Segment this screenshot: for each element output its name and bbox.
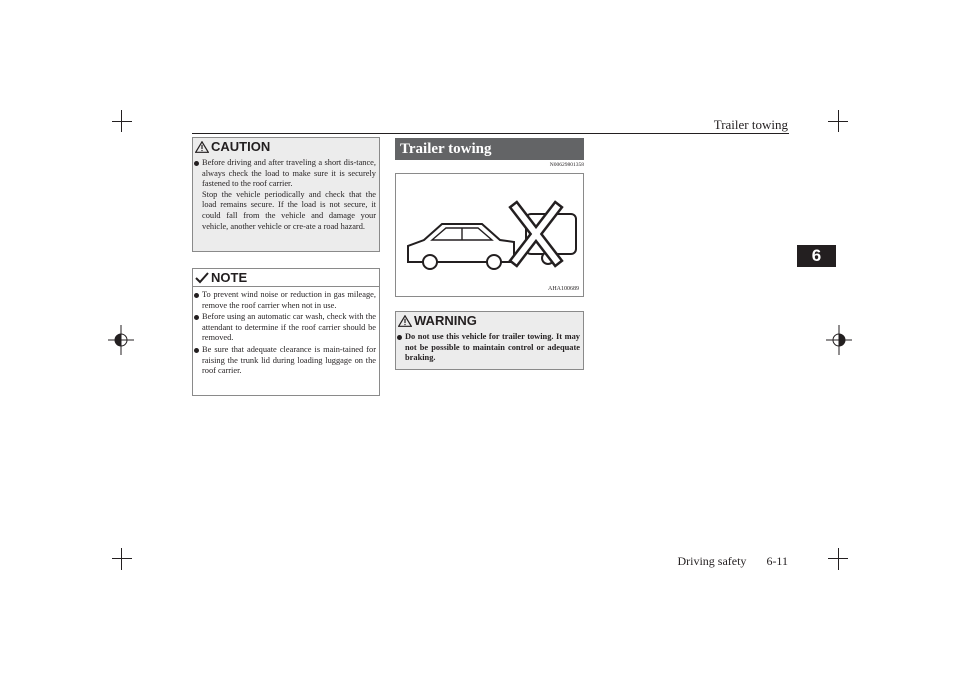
warning-label: WARNING: [414, 313, 477, 328]
caution-item-continuation: Stop the vehicle periodically and check that the load remains secure. If the load is not secure, it could fall from the vehicle and damage your vehicle, another vehicle or cre-ate a road hazard.: [202, 189, 376, 231]
note-item: [193, 290, 376, 311]
crop-mark: [121, 548, 122, 570]
bullet-icon: [194, 293, 199, 298]
caution-label: CAUTION: [211, 139, 271, 154]
note-box: [192, 268, 380, 396]
crop-mark: [828, 121, 848, 122]
warning-triangle-icon: [195, 141, 209, 153]
warning-box: [395, 311, 584, 370]
trailer-towing-figure: [395, 173, 584, 297]
section-heading: Trailer towing: [395, 138, 584, 160]
note-item: [193, 345, 376, 377]
page-footer: [600, 554, 788, 569]
caution-body: [193, 158, 379, 232]
footer-page-number: 6-11: [766, 554, 788, 568]
note-header: [193, 269, 379, 286]
note-item-text: To prevent wind noise or reduction in gas mileage, remove the roof carrier when not in use.: [202, 290, 376, 310]
caution-box: [192, 137, 380, 252]
caution-item: [193, 158, 376, 190]
crop-mark: [828, 558, 848, 559]
figure-label: AHA100689: [548, 286, 579, 292]
note-label: NOTE: [211, 270, 248, 285]
header-rule: [192, 133, 789, 134]
crop-mark: [112, 558, 132, 559]
note-item-text: Before using an automatic car wash, check with the attendant to determine if the roof carrier should be removed.: [202, 312, 376, 343]
no-trailer-towing-illustration: [396, 174, 583, 296]
warning-item-text: Do not use this vehicle for trailer towing. It may not be possible to maintain control or adequate braking.: [405, 332, 580, 363]
crop-mark: [112, 121, 132, 122]
running-header-title: Trailer towing: [713, 117, 788, 132]
reference-code: N00629801358: [549, 162, 584, 168]
checkmark-note-icon: [195, 272, 209, 284]
warning-item: [396, 332, 580, 364]
crop-mark: [838, 548, 839, 570]
bullet-icon: [194, 315, 199, 320]
footer-section: Driving safety: [677, 554, 747, 568]
chapter-tab: 6: [797, 245, 836, 267]
note-divider: [193, 286, 379, 287]
bullet-icon: [194, 348, 199, 353]
note-item-text: Be sure that adequate clearance is main-tained for raising the trunk lid during loading luggage on the roof carrier.: [202, 344, 376, 376]
warning-header: [396, 312, 583, 329]
bullet-icon: [194, 161, 199, 166]
caution-item-text: Before driving and after traveling a short dis-tance, always check the load to make sure it is securely fastened to the roof carrier.: [202, 158, 376, 189]
registration-mark-left: [108, 325, 134, 355]
warning-triangle-icon: [398, 315, 412, 327]
bullet-icon: [397, 335, 402, 340]
warning-body: [396, 332, 583, 364]
note-item: [193, 312, 376, 344]
registration-mark-right: [826, 325, 852, 355]
note-body: [193, 290, 379, 377]
caution-header: [193, 138, 379, 155]
